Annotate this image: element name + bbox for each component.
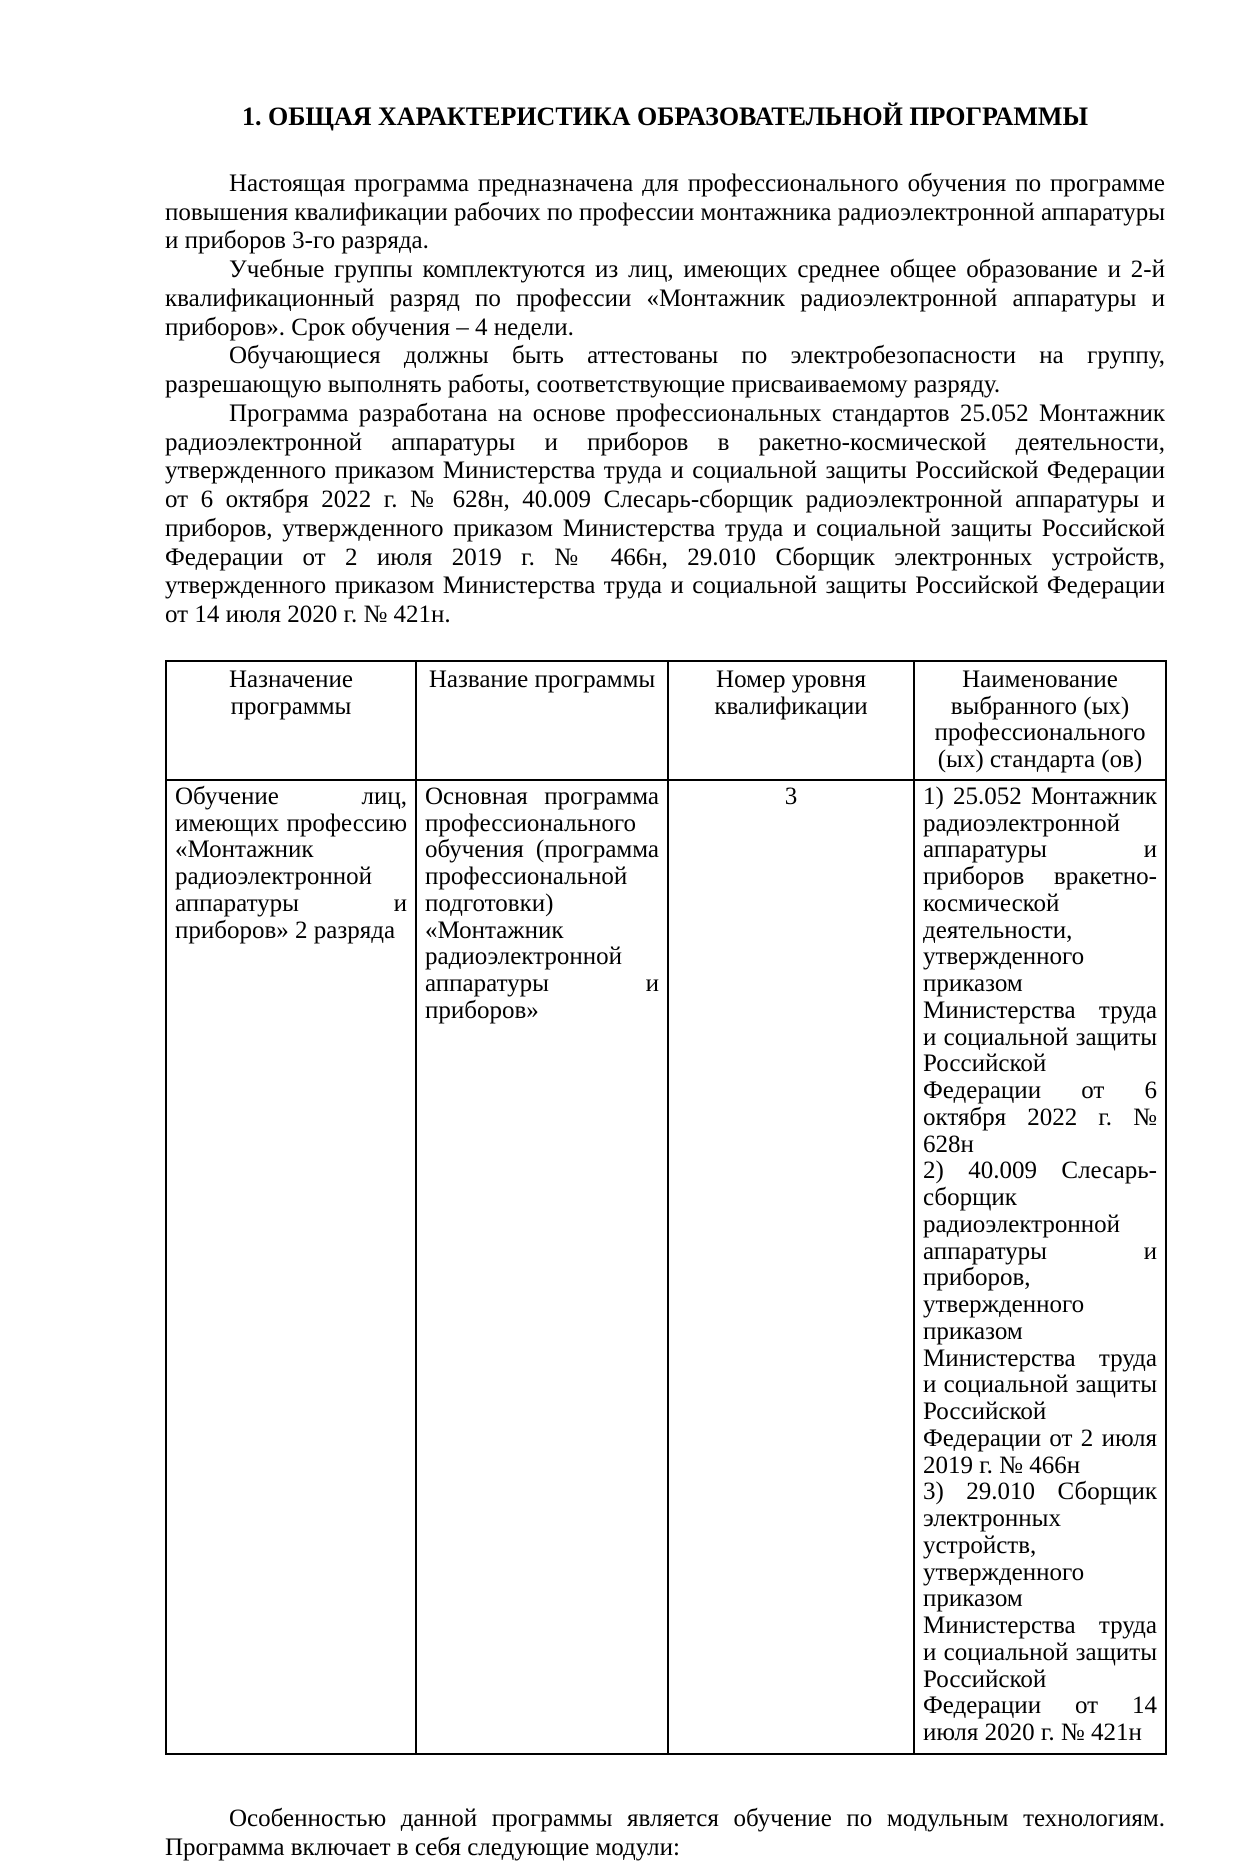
- table-row: [166, 780, 1166, 1754]
- cell-program-purpose: Обучение лиц, имеющих профессию «Монтажник радиоэлектронной аппаратуры и приборов» 2 разряда: [166, 780, 416, 1754]
- paragraph-modules-intro: Особенностью данной программы является обучение по модульным технологиям. Программа включает в себя следующие модули:: [165, 1804, 1165, 1861]
- col-header-program-name: Название программы: [416, 661, 668, 780]
- col-header-qualification-level: Номер уровня квалификации: [668, 661, 914, 780]
- document-content: [165, 102, 1165, 1862]
- standard-item-3: 3) 29.010 Сборщик электронных устройств, утвержденного приказом Министерства труда и социальной защиты Российской Федерации от 14 июля 2020 г. № 421н: [923, 1478, 1157, 1747]
- col-header-program-purpose: Назначение программы: [166, 661, 416, 780]
- cell-program-name: Основная программа профессионального обучения (программа профессиональной подготовки) «Монтажник радиоэлектронной аппаратуры и приборов»: [416, 780, 668, 1754]
- paragraph-study-groups: Учебные группы комплектуются из лиц, имеющих среднее общее образование и 2-й квалификационный разряд по профессии «Монтажник радиоэлектронной аппаратуры и приборов». Срок обучения – 4 недели.: [165, 256, 1165, 341]
- col-header-standards: Наименование выбранного (ых) профессионального (ых) стандарта (ов): [914, 661, 1166, 780]
- cell-standards: [914, 780, 1166, 1754]
- standard-item-2: 2) 40.009 Слесарь-сборщик радиоэлектронной аппаратуры и приборов, утвержденного приказом Министерства труда и социальной защиты Российской Федерации от 2 июля 2019 г. № 466н: [923, 1157, 1157, 1479]
- program-characteristics-table: [165, 660, 1167, 1755]
- cell-qualification-level: 3: [668, 780, 914, 1754]
- paragraph-attestation: Обучающиеся должны быть аттестованы по электробезопасности на группу, разрешающую выполнять работы, соответствующие присваиваемому разряду.: [165, 342, 1165, 399]
- table-header-row: [166, 661, 1166, 780]
- page-title: 1. ОБЩАЯ ХАРАКТЕРИСТИКА ОБРАЗОВАТЕЛЬНОЙ ПРОГРАММЫ: [242, 102, 1088, 131]
- standard-item-1: 1) 25.052 Монтажник радиоэлектронной аппаратуры и приборов вракетно-космической деятельности, утвержденного приказом Министерства труда и социальной защиты Российской Федерации от 6 октября 2022 г. № 628н: [923, 782, 1157, 1158]
- paragraph-standards-basis: Программа разработана на основе профессиональных стандартов 25.052 Монтажник радиоэлектронной аппаратуры и приборов в ракетно-космической деятельности, утвержденного приказом Министерства труда и социальной защиты Российской Федерации от 6 октября 2022 г. № 628н, 40.009 Слесарь-сборщик радиоэлектронной аппаратуры и приборов, утвержденного приказом Министерства труда и социальной защиты Российской Федерации от 2 июля 2019 г. № 466н, 29.010 Сборщик электронных устройств, утвержденного приказом Министерства труда и социальной защиты Российской Федерации от 14 июля 2020 г. № 421н.: [165, 399, 1165, 629]
- paragraph-program-purpose: Настоящая программа предназначена для профессионального обучения по программе повышения квалификации рабочих по профессии монтажника радиоэлектронной аппаратуры и приборов 3-го разряда.: [165, 169, 1165, 255]
